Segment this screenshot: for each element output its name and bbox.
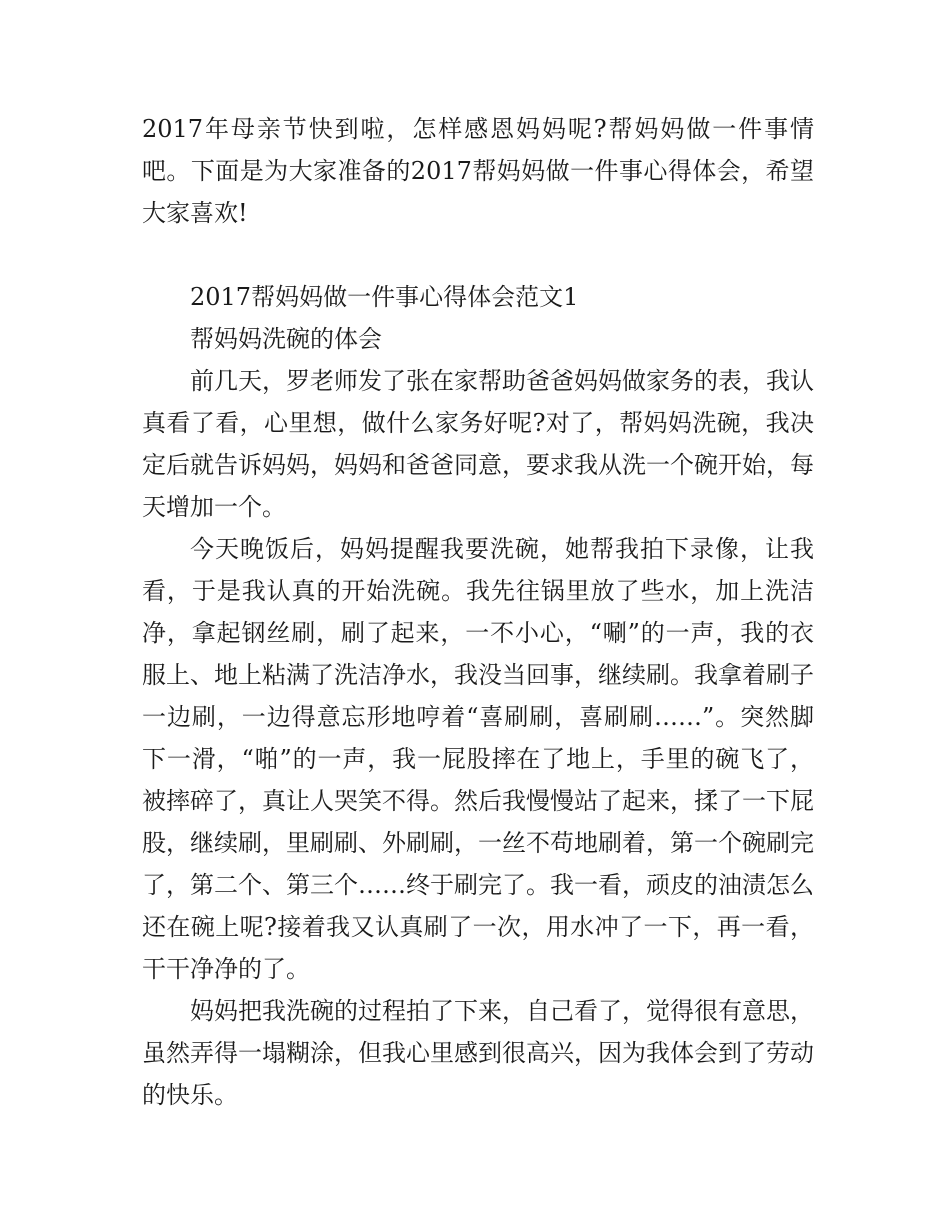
section-title: 2017帮妈妈做一件事心得体会范文1 [190, 283, 579, 311]
document-page [142, 108, 814, 1116]
intro-paragraph: 2017年母亲节快到啦，怎样感恩妈妈呢?帮妈妈做一件事情吧。下面是为大家准备的2017帮妈妈做一件事心得体会，希望大家喜欢! [142, 115, 814, 227]
body-paragraph-1: 前几天，罗老师发了张在家帮助爸爸妈妈做家务的表，我认真看了看，心里想，做什么家务好呢?对了，帮妈妈洗碗，我决定后就告诉妈妈，妈妈和爸爸同意，要求我从洗一个碗开始，每天增加一个。 [142, 367, 814, 521]
body-paragraph-2: 今天晚饭后，妈妈提醒我要洗碗，她帮我拍下录像，让我看，于是我认真的开始洗碗。我先往锅里放了些水，加上洗洁净，拿起钢丝刷，刷了起来，一不小心，“唰”的一声，我的衣服上、地上粘满了洗洁净水，我没当回事，继续刷。我拿着刷子一边刷，一边得意忘形地哼着“喜刷刷，喜刷刷……”。突然脚下一滑，“啪”的一声，我一屁股摔在了地上，手里的碗飞了，被摔碎了，真让人哭笑不得。然后我慢慢站了起来，揉了一下屁股，继续刷，里刷刷、外刷刷，一丝不苟地刷着，第一个碗刷完了，第二个、第三个……终于刷完了。我一看，顽皮的油渍怎么还在碗上呢?接着我又认真刷了一次，用水冲了一下，再一看，干干净净的了。 [142, 535, 814, 983]
essay-title: 帮妈妈洗碗的体会 [190, 325, 382, 353]
body-paragraph-3: 妈妈把我洗碗的过程拍了下来，自己看了，觉得很有意思，虽然弄得一塌糊涂，但我心里感到很高兴，因为我体会到了劳动的快乐。 [142, 997, 814, 1109]
